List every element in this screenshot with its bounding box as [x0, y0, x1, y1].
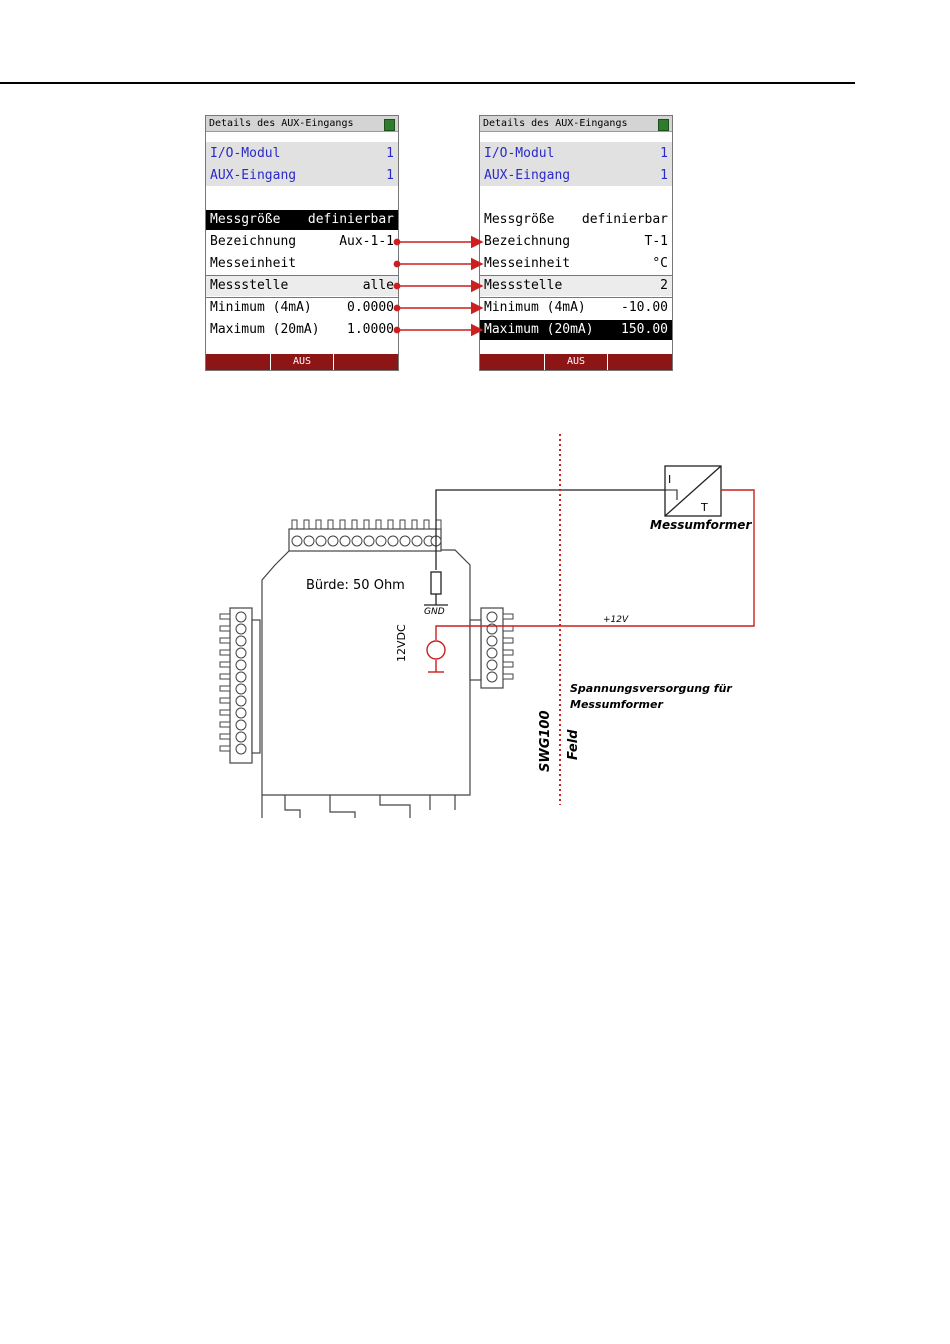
messeinheit-value: °C — [652, 256, 668, 271]
messstelle-label: Messstelle — [210, 278, 289, 293]
current-source-icon — [427, 641, 445, 659]
resistor-icon — [431, 572, 441, 594]
messstelle-label: Messstelle — [484, 278, 563, 293]
row-bezeichnung[interactable] — [206, 232, 398, 252]
io-modul-label: I/O-Modul — [484, 146, 555, 161]
transducer-box — [665, 466, 721, 516]
softkey-middle-label: AUS — [566, 356, 586, 367]
softkey-middle-label: AUS — [292, 356, 312, 367]
signal-wire — [436, 490, 665, 541]
row-messgroesse[interactable] — [206, 210, 398, 230]
softkey-right[interactable] — [608, 354, 672, 370]
messeinheit-label: Messeinheit — [484, 256, 571, 271]
bezeichnung-label: Bezeichnung — [210, 234, 297, 249]
screen-title-bar — [480, 116, 672, 132]
minimum-label: Minimum (4mA) — [484, 300, 586, 315]
maximum-label: Maximum (20mA) — [484, 322, 594, 337]
messgroesse-value: definierbar — [307, 212, 394, 227]
transducer-in-label: I — [668, 473, 672, 486]
bezeichnung-value: Aux-1-1 — [339, 234, 394, 249]
row-bezeichnung[interactable] — [480, 232, 672, 252]
wiring-svg — [0, 400, 950, 830]
gnd-label: GND — [424, 607, 445, 617]
mapping-arrows — [0, 0, 950, 400]
softkey-bar — [480, 354, 672, 370]
screen-title-bar — [206, 116, 398, 132]
row-aux-eingang[interactable] — [480, 166, 672, 186]
minimum-value: 0.0000 — [347, 300, 394, 315]
arrow-messstelle — [394, 283, 482, 288]
maximum-label: Maximum (20mA) — [210, 322, 320, 337]
io-modul-value: 1 — [386, 146, 394, 161]
io-modul-label: I/O-Modul — [210, 146, 281, 161]
aux-eingang-value: 1 — [386, 168, 394, 183]
aux-eingang-value: 1 — [660, 168, 668, 183]
burden-label: Bürde: 50 Ohm — [306, 578, 405, 593]
row-maximum[interactable] — [480, 320, 672, 340]
io-module-body — [230, 529, 503, 818]
device-side-label: SWG100 — [538, 710, 553, 772]
row-messeinheit[interactable] — [480, 254, 672, 274]
aux-eingang-label: AUX-Eingang — [210, 168, 297, 183]
right-terminal-pins — [503, 614, 513, 679]
softkey-middle[interactable] — [271, 354, 334, 370]
battery-icon — [658, 119, 669, 131]
screen-title: Details des AUX-Eingangs — [483, 118, 628, 129]
messgroesse-label: Messgröße — [210, 212, 281, 227]
messstelle-value: alle — [362, 278, 394, 293]
row-minimum[interactable] — [480, 298, 672, 318]
transducer-label: Messumformer — [650, 518, 752, 532]
messgroesse-value: definierbar — [581, 212, 668, 227]
row-messeinheit[interactable] — [206, 254, 398, 274]
screen-title: Details des AUX-Eingangs — [209, 118, 354, 129]
left-terminal-pins — [220, 614, 230, 751]
arrow-messeinheit — [394, 261, 482, 266]
softkey-middle[interactable] — [545, 354, 608, 370]
bezeichnung-label: Bezeichnung — [484, 234, 571, 249]
lcd-screen-right — [479, 115, 673, 371]
arrow-bezeichnung — [394, 239, 482, 244]
softkey-left[interactable] — [480, 354, 545, 370]
page-top-rule — [0, 82, 855, 84]
row-minimum[interactable] — [206, 298, 398, 318]
row-io-modul[interactable] — [480, 144, 672, 164]
io-modul-value: 1 — [660, 146, 668, 161]
field-side-label: Feld — [566, 729, 581, 760]
softkey-left[interactable] — [206, 354, 271, 370]
softkey-right[interactable] — [334, 354, 398, 370]
arrow-minimum — [394, 305, 482, 310]
battery-icon — [384, 119, 395, 131]
row-aux-eingang[interactable] — [206, 166, 398, 186]
source-voltage-label: 12VDC — [395, 624, 408, 662]
messgroesse-label: Messgröße — [484, 212, 555, 227]
row-maximum[interactable] — [206, 320, 398, 340]
maximum-value: 1.0000 — [347, 322, 394, 337]
softkey-bar — [206, 354, 398, 370]
plus12-label: +12V — [603, 615, 629, 625]
row-messstelle[interactable] — [206, 276, 398, 296]
row-messstelle[interactable] — [480, 276, 672, 296]
row-messgroesse[interactable] — [480, 210, 672, 230]
maximum-value: 150.00 — [621, 322, 668, 337]
supply-note-line2: Messumformer — [570, 698, 663, 711]
messstelle-value: 2 — [660, 278, 668, 293]
bezeichnung-value: T-1 — [644, 234, 668, 249]
minimum-label: Minimum (4mA) — [210, 300, 312, 315]
transducer-out-label: T — [701, 501, 708, 514]
supply-note-line1: Spannungsversorgung für — [570, 682, 732, 695]
minimum-value: -10.00 — [621, 300, 668, 315]
top-terminal-pins — [292, 520, 441, 529]
wiring-diagram — [0, 400, 950, 830]
aux-eingang-label: AUX-Eingang — [484, 168, 571, 183]
messeinheit-label: Messeinheit — [210, 256, 297, 271]
lcd-screen-left — [205, 115, 399, 371]
row-io-modul[interactable] — [206, 144, 398, 164]
arrow-maximum — [394, 327, 482, 332]
